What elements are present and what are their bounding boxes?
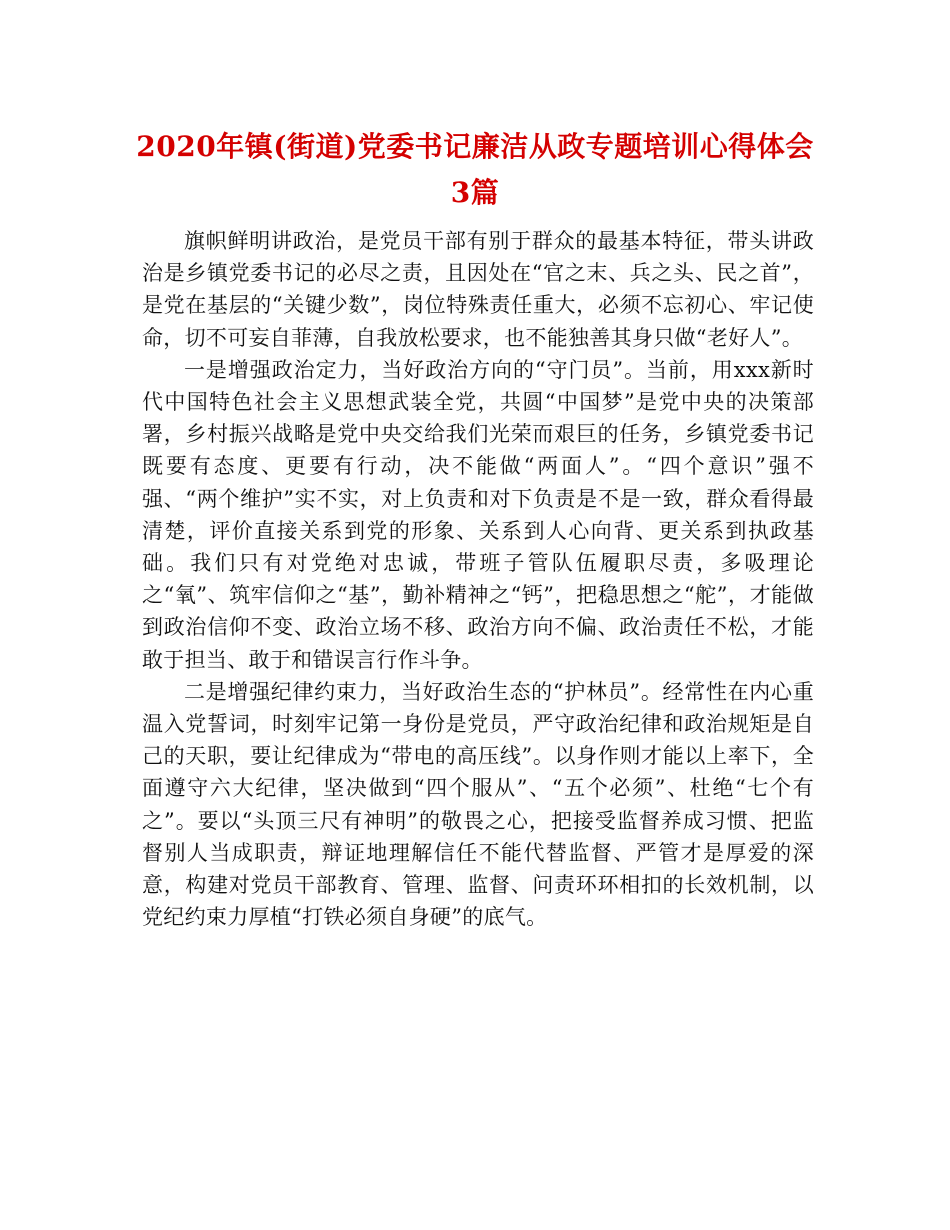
document-body <box>142 225 814 933</box>
paragraph-political-focus: 一是增强政治定力，当好政治方向的“守门员”。当前，用xxx新时代中国特色社会主义思想武装全党，共圆“中国梦”是党中央的决策部署，乡村振兴战略是党中央交给我们光荣而艰巨的任务，乡镇党委书记既要有态度、更要有行动，决不能做“两面人”。“四个意识”强不强、“两个维护”实不实，对上负责和对下负责是不是一致，群众看得最清楚，评价直接关系到党的形象、关系到人心向背、更关系到执政基础。我们只有对党绝对忠诚，带班子管队伍履职尽责，多吸理论之“氧”、筑牢信仰之“基”，勤补精神之“钙”，把稳思想之“舵”，才能做到政治信仰不变、政治立场不移、政治方向不偏、政治责任不松，才能敢于担当、敢于和错误言行作斗争。 <box>142 357 814 672</box>
paragraph-discipline: 二是增强纪律约束力，当好政治生态的“护林员”。经常性在内心重温入党誓词，时刻牢记第一身份是党员，严守政治纪律和政治规矩是自己的天职，要让纪律成为“带电的高压线”。以身作则才能以上率下，全面遵守六大纪律，坚决做到“四个服从”、“五个必须”、杜绝“七个有之”。要以“头顶三尺有神明”的敬畏之心，把接受监督养成习惯、把监督别人当成职责，辩证地理解信任不能代替监督、严管才是厚爱的深意，构建对党员干部教育、管理、监督、问责环环相扣的长效机制，以党纪约束力厚植“打铁必须自身硬”的底气。 <box>142 679 814 930</box>
paragraph-intro: 旗帜鲜明讲政治，是党员干部有别于群众的最基本特征，带头讲政治是乡镇党委书记的必尽之责，且因处在“官之末、兵之头、民之首”，是党在基层的“关键少数”，岗位特殊责任重大，必须不忘初心、牢记使命，切不可妄自菲薄，自我放松要求，也不能独善其身只做“老好人”。 <box>142 229 814 350</box>
document-title: 2020年镇(街道)党委书记廉洁从政专题培训心得体会3篇 <box>136 130 814 209</box>
